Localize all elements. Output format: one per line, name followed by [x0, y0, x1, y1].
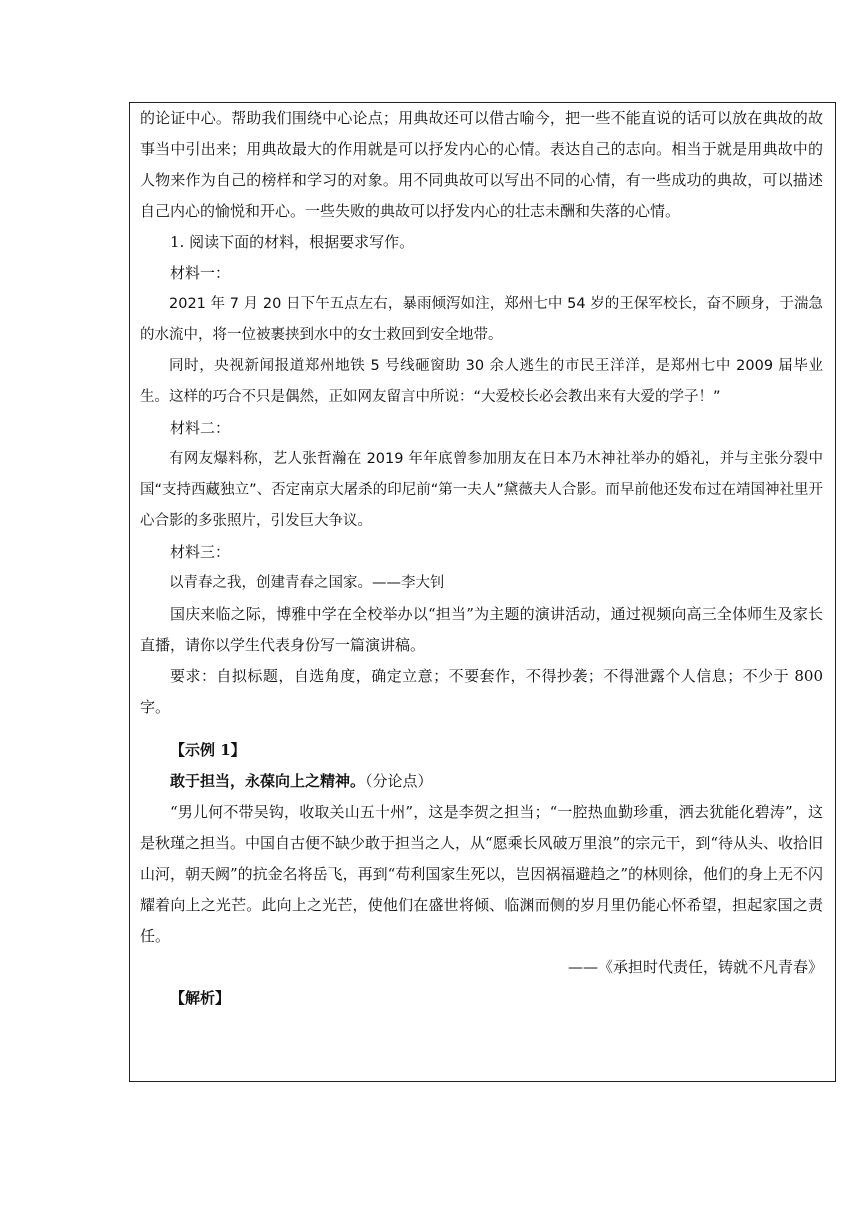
- material3-label: 材料三：: [170, 543, 231, 561]
- example-body: “男儿何不带吴钩，收取关山五十州”，这是李贺之担当；“一腔热血勤珍重，洒去犹能化碧涛”，这是秋瑾之担当。中国自古便不缺少敢于担当之人，从“愿乘长风破万里浪”的宗元干，到“待从头、收拾旧山河，朝天阙”的抗金名将岳飞，再到“苟利国家生死以，岂因祸福避趋之”的林则徐，他们的身上无不闪耀着向上之光芒。此向上之光芒，使他们在盛世将倾、临渊而侧的岁月里仍能心怀希望，担起家国之责任。: [140, 803, 824, 945]
- material1-paragraph-1: 2021 年 7 月 20 日下午五点左右，暴雨倾泻如注，郑州七中 54 岁的王保军校长，奋不顾身，于湍急的水流中，将一位被裹挟到水中的女士救回到安全地带。: [140, 296, 823, 343]
- content-frame: [129, 102, 836, 1082]
- sub-point-text: 敢于担当，永葆向上之精神。: [170, 772, 366, 790]
- example-heading: 【示例 1】: [170, 741, 246, 759]
- example-source: ——《承担时代责任，铸就不凡青春》: [567, 958, 823, 976]
- document-body: [140, 103, 823, 1014]
- material3-task: 国庆来临之际，博雅中学在全校举办以“担当”为主题的演讲活动，通过视频向高三全体师生及家长直播，请你以学生代表身份写一篇演讲稿。: [140, 605, 823, 654]
- sub-point-tag: （分论点）: [365, 772, 433, 790]
- material2-paragraph: 有网友爆料称，艺人张哲瀚在 2019 年年底曾参加朋友在日本乃木神社举办的婚礼，并与主张分裂中国“支持西藏独立”、否定南京大屠杀的印尼前“第一夫人”黛薇夫人合影。而早前他还发布过在靖国神社里开心合影的多张照片，引发巨大争议。: [140, 451, 823, 529]
- material3-quote: 以青春之我，创建青春之国家。——李大钊: [169, 575, 445, 591]
- intro-paragraph: 的论证中心。帮助我们围绕中心论点；用典故还可以借古喻今，把一些不能直说的话可以放在典故的故事当中引出来；用典故最大的作用就是可以抒发内心的心情。表达自己的志向。相当于就是用典故中的人物来作为自己的榜样和学习的对象。用不同典故可以写出不同的心情，有一些成功的典故，可以描述自己内心的愉悦和开心。一些失败的典故可以抒发内心的壮志未酬和失落的心情。: [140, 109, 823, 220]
- question-prompt: 1. 阅读下面的材料，根据要求写作。: [170, 233, 415, 251]
- material1-paragraph-2: 同时，央视新闻报道郑州地铁 5 号线砸窗助 30 余人逃生的市民王洋洋，是郑州七中 2009 届毕业生。这样的巧合不只是偶然，正如网友留言中所说：“大爱校长必会教出来有大爱的学子！”: [140, 358, 823, 405]
- material2-label: 材料二：: [170, 419, 231, 437]
- analysis-heading: 【解析】: [170, 989, 231, 1007]
- material1-label: 材料一：: [170, 264, 231, 282]
- example-sub-point: [140, 766, 823, 797]
- writing-requirements: 要求：自拟标题，自选角度，确定立意；不要套作，不得抄袭；不得泄露个人信息；不少于 800 字。: [140, 667, 823, 716]
